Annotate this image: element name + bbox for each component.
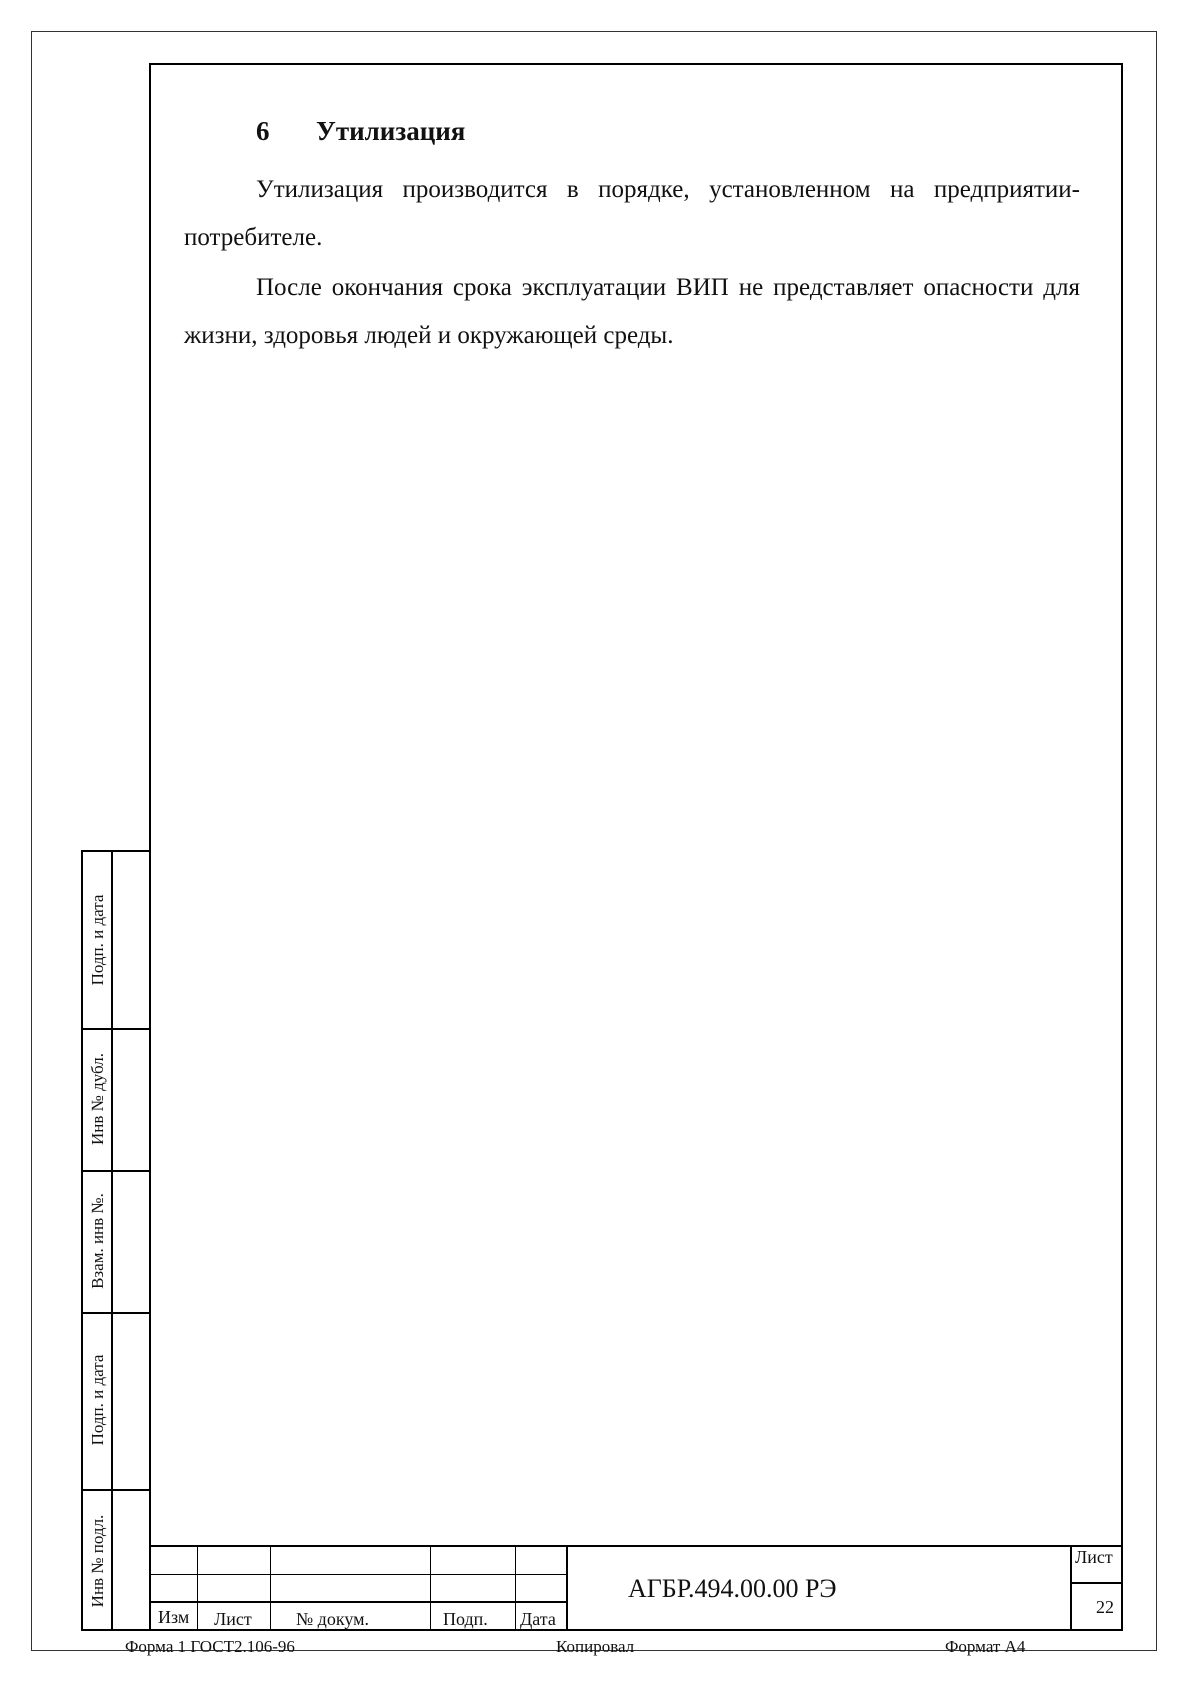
col-signature: Подп. [443,1609,488,1629]
sheet-label: Лист [1075,1547,1113,1567]
side-label-orig-inv: Инв № подл. [88,1514,107,1608]
side-label-sign-date-1: Подп. и дата [88,894,107,986]
side-label-dup-inv: Инв № дубл. [88,1052,107,1146]
side-label-sign-date-2: Подп. и дата [88,1354,107,1446]
col-doc-number: № докум. [296,1609,369,1629]
side-label-repl-inv: Взам. инв №. [88,1193,107,1289]
paragraph-2: После окончания срока эксплуатации ВИП не представляет опасности для жизни, здоровья людей и окружающей среды. [184,274,1080,349]
document-number: АГБР.494.00.00 РЭ [628,1574,837,1603]
footer-format: Формат А4 [945,1637,1026,1656]
col-sheet: Лист [214,1609,252,1629]
sheet-number: 22 [1096,1597,1114,1617]
section-title: Утилизация [316,116,466,146]
footer-form: Форма 1 ГОСТ2.106-96 [125,1637,295,1656]
side-stamp [81,850,151,1631]
section-heading [256,116,465,147]
section-number: 6 [256,116,270,146]
col-date: Дата [520,1609,556,1629]
paragraph-1: Утилизация производится в порядке, установленном на предприятии-потребителе. [184,176,1080,251]
footer-copied: Копировал [556,1637,635,1656]
col-change: Изм [158,1607,190,1627]
